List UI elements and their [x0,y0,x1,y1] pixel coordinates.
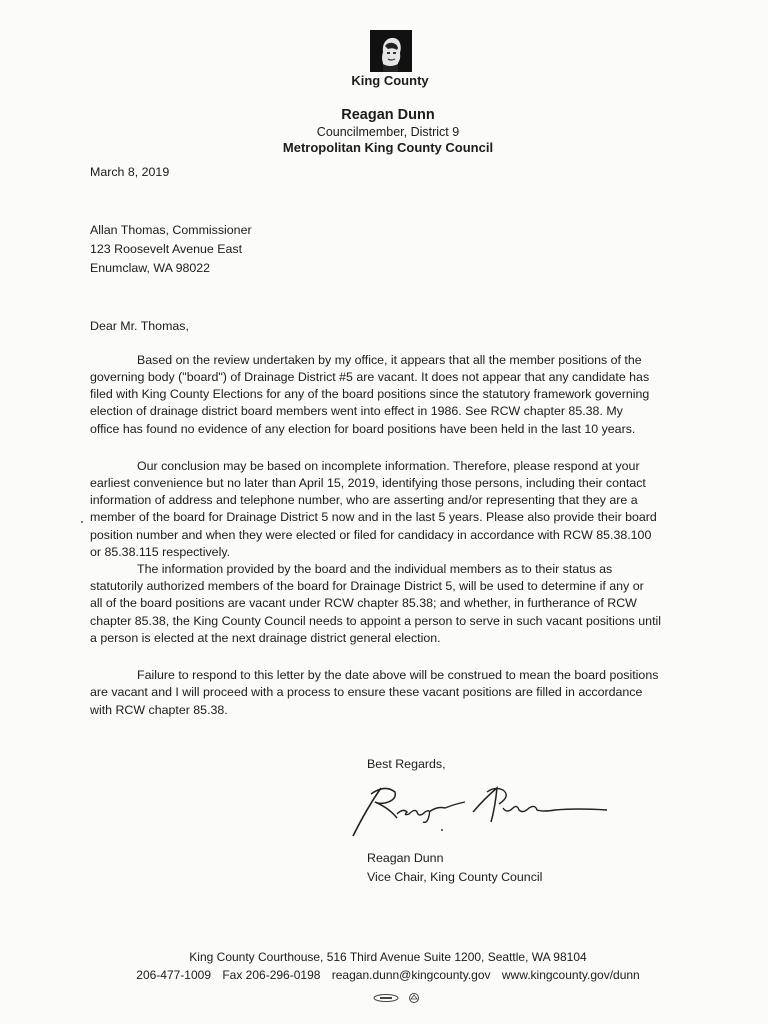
closing: Best Regards, [367,757,446,771]
recipient-line: Allan Thomas, Commissioner [90,223,252,237]
council-name: Metropolitan King County Council [282,140,494,155]
body-line: statutorily authorized members of the board for Drainage District 5, will be used to determine if any or [90,579,644,593]
body-line: governing body ("board") of Drainage District #5 are vacant. It does not appear that any candidate has [90,370,650,384]
body-line: with RCW chapter 85.38. [90,703,228,717]
mlk-portrait-icon [370,30,412,72]
body-line: Our conclusion may be based on incomplete information. Therefore, please respond at your [137,459,640,473]
letter-date: March 8, 2019 [90,165,170,179]
body-line: are vacant and I will proceed with a process to ensure these vacant positions are filled in accordance [90,685,643,699]
council-member-role: Councilmember, District 9 [316,125,460,139]
body-line: election of drainage district board members went into effect in 1986. See RCW chapter 85.38. My [90,404,623,418]
body-line: all of the board positions are vacant under RCW chapter 85.38; and whether, in furtherance of RCW [90,596,637,610]
footer-contacts [0,968,768,982]
footer-fax: Fax 206-296-0198 [222,968,321,982]
signer-title: Vice Chair, King County Council [367,870,543,884]
org-name: King County [351,73,429,88]
body-line: member of the board for Drainage District 5 now and in the last 5 years. Please also provide their board [90,510,657,524]
body-line: Based on the review undertaken by my office, it appears that all the member positions of the [137,353,642,367]
body-line: Failure to respond to this letter by the date above will be construed to mean the board positions [137,668,659,682]
body-line: earliest convenience but no later than April 15, 2019, identifying those persons, including their contact [90,476,646,490]
recycle-icon [372,991,428,1003]
footer-address: King County Courthouse, 516 Third Avenue Suite 1200, Seattle, WA 98104 [189,950,587,964]
footer-email[interactable]: reagan.dunn@kingcounty.gov [331,968,491,982]
footer-phone: 206-477-1009 [136,968,211,982]
footer-website[interactable]: www.kingcounty.gov/dunn [501,968,640,982]
salutation: Dear Mr. Thomas, [90,319,189,333]
council-member-name: Reagan Dunn [341,107,435,123]
signer-name: Reagan Dunn [367,851,444,865]
recipient-line: Enumclaw, WA 98022 [90,261,211,275]
signature [345,778,615,840]
body-line: position number and when they were elected or filed for candidacy in accordance with RCW 85.38.100 [90,528,652,542]
body-line: The information provided by the board and the individual members as to their status as [137,562,613,576]
recipient-line: 123 Roosevelt Avenue East [90,242,243,256]
scan-speck [81,521,83,523]
body-line: or 85.38.115 respectively. [90,545,231,559]
body-line: information of address and telephone number, who are asserting and/or representing that they are a [90,493,638,507]
body-line: office has found no evidence of any election for board positions have been held in the last 10 years. [90,422,636,436]
king-county-logo [370,30,412,72]
body-line: chapter 85.38, the King County Council needs to appoint a person to serve in such vacant positions until [90,614,662,628]
body-line: filed with King County Elections for any of the board positions since the statutory framework governing [90,387,650,401]
body-line: a person is elected at the next drainage district general election. [90,631,441,645]
